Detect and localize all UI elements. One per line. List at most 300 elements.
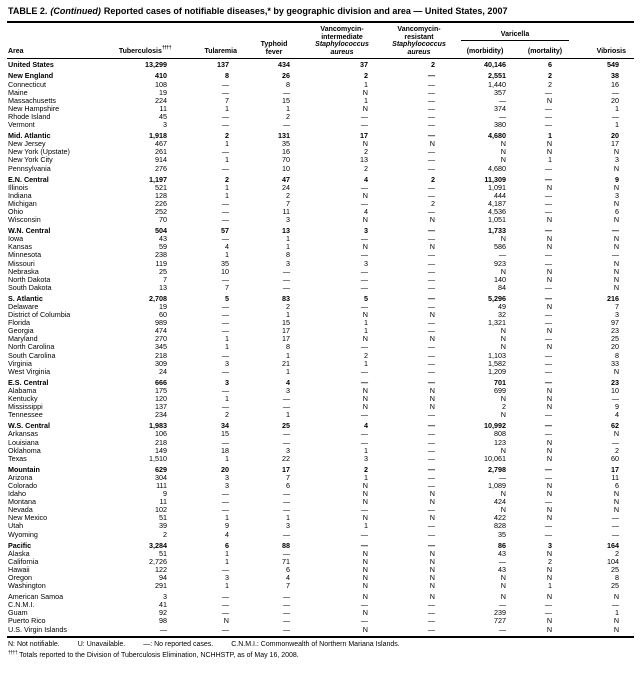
value-cell: 1 xyxy=(364,473,368,482)
value-cell: — xyxy=(427,421,435,431)
value-cell: 16 xyxy=(611,80,620,89)
value-cell: N xyxy=(429,582,435,591)
value-cell: 2 xyxy=(431,174,435,184)
value-cell: — xyxy=(221,148,229,157)
value-cell: — xyxy=(159,625,167,634)
value-cell: 2 xyxy=(364,148,368,157)
table-row xyxy=(7,514,634,522)
notifiable-diseases-table xyxy=(7,24,634,634)
value-cell: 467 xyxy=(155,140,167,149)
value-cell: — xyxy=(282,403,290,412)
value-cell: N xyxy=(429,386,435,395)
value-cell: 1,440 xyxy=(488,80,506,89)
value-cell: 17 xyxy=(282,464,290,474)
value-cell: N xyxy=(546,243,553,252)
value-cell: 35 xyxy=(282,140,290,149)
value-cell: 7 xyxy=(286,473,290,482)
footnote-dagger-text: Totals reported to the Division of Tuberculosis Elimination, NCHHSTP, as of May 16, 2008. xyxy=(19,651,299,659)
value-cell: 1 xyxy=(548,131,553,141)
area-cell: W.S. Central xyxy=(8,421,50,431)
value-cell: N xyxy=(500,148,506,157)
value-cell: N xyxy=(546,438,553,447)
value-cell: 276 xyxy=(155,164,167,173)
value-cell: N xyxy=(429,574,435,582)
value-cell: — xyxy=(544,226,553,236)
value-cell: 1 xyxy=(225,140,229,149)
value-cell: N xyxy=(613,367,620,376)
value-cell: 701 xyxy=(494,377,506,387)
value-cell: 37 xyxy=(360,60,368,70)
value-cell: 1 xyxy=(364,96,368,105)
value-cell: N xyxy=(362,592,368,602)
value-cell: — xyxy=(498,251,506,260)
value-cell: — xyxy=(427,464,435,474)
value-cell: 60 xyxy=(159,311,167,320)
value-cell: N xyxy=(546,574,553,582)
value-cell: — xyxy=(427,80,435,89)
value-cell: — xyxy=(611,438,620,447)
area-cell: Maine xyxy=(8,88,28,97)
value-cell: — xyxy=(360,235,368,244)
value-cell: — xyxy=(544,367,553,376)
value-cell: 25 xyxy=(611,565,620,574)
value-cell: 23 xyxy=(611,377,620,387)
value-cell: 1 xyxy=(615,609,620,618)
value-cell: 2,726 xyxy=(149,557,167,566)
value-cell: — xyxy=(611,530,620,539)
value-cell: — xyxy=(221,80,229,89)
value-cell: 5 xyxy=(364,293,368,303)
value-cell: N xyxy=(429,395,435,404)
value-cell: 1 xyxy=(225,557,229,566)
value-cell: — xyxy=(498,557,506,566)
table-row xyxy=(7,148,634,156)
value-cell: 4 xyxy=(225,243,229,252)
value-cell: 3 xyxy=(286,386,290,395)
value-cell: — xyxy=(544,498,553,507)
value-cell: 13 xyxy=(360,156,368,165)
footnote-abbreviations xyxy=(8,640,634,649)
table-row xyxy=(7,482,634,490)
value-cell: 808 xyxy=(494,430,506,439)
value-cell: 2 xyxy=(548,80,553,89)
area-cell: Colorado xyxy=(8,481,38,490)
value-cell: — xyxy=(544,88,553,97)
value-cell: — xyxy=(427,454,435,463)
value-cell: N xyxy=(429,592,435,602)
value-cell: N xyxy=(613,164,620,173)
value-cell: 140 xyxy=(494,275,506,284)
value-cell: 2 xyxy=(548,71,553,81)
col-header-varicella-morbidity: (morbidity) xyxy=(457,42,513,59)
table-row xyxy=(7,319,634,327)
value-cell: 261 xyxy=(155,148,167,157)
area-cell: Nebraska xyxy=(8,267,39,276)
value-cell: N xyxy=(613,199,620,208)
table-row xyxy=(7,97,634,105)
value-cell: — xyxy=(282,498,290,507)
area-cell: North Dakota xyxy=(8,275,51,284)
col-header-vancomycin-resistant xyxy=(381,24,457,59)
value-cell: N xyxy=(613,235,620,244)
value-cell: — xyxy=(427,183,435,192)
value-cell: — xyxy=(544,411,553,420)
table-row xyxy=(7,105,634,113)
table-row xyxy=(7,89,634,97)
value-cell: 2 xyxy=(431,199,435,208)
area-cell: Pacific xyxy=(8,540,32,550)
area-cell: New Hampshire xyxy=(8,104,60,113)
value-cell: N xyxy=(500,506,506,515)
value-cell: 32 xyxy=(498,311,506,320)
value-cell: N xyxy=(546,183,553,192)
value-cell: — xyxy=(427,275,435,284)
area-cell: Arkansas xyxy=(8,430,38,439)
value-cell: — xyxy=(221,490,229,499)
value-cell: 444 xyxy=(494,191,506,200)
area-cell: Delaware xyxy=(8,303,39,311)
area-cell: S. Atlantic xyxy=(8,293,43,303)
value-cell: 24 xyxy=(282,183,290,192)
value-cell: 43 xyxy=(498,549,506,558)
value-cell: 57 xyxy=(221,226,229,236)
value-cell: — xyxy=(427,191,435,200)
value-cell: 1 xyxy=(364,80,368,89)
value-cell: 40,146 xyxy=(484,60,506,70)
area-cell: Puerto Rico xyxy=(8,617,46,626)
value-cell: — xyxy=(544,464,553,474)
table-row xyxy=(7,368,634,376)
value-cell: 270 xyxy=(155,335,167,344)
value-cell: 3 xyxy=(286,522,290,531)
value-cell: 71 xyxy=(282,557,290,566)
value-cell: N xyxy=(500,395,506,404)
value-cell: — xyxy=(360,199,368,208)
value-cell: 2 xyxy=(286,191,290,200)
value-cell: N xyxy=(546,446,553,455)
value-cell: 17 xyxy=(282,327,290,336)
value-cell: — xyxy=(221,327,229,336)
area-cell: Iowa xyxy=(8,235,24,244)
table-row xyxy=(7,113,634,121)
value-cell: 2 xyxy=(225,411,229,420)
value-cell: 35 xyxy=(221,259,229,268)
table-row xyxy=(7,601,634,609)
varicella-group-label: Varicella xyxy=(461,31,569,42)
value-cell: — xyxy=(427,506,435,515)
area-cell: Alabama xyxy=(8,386,37,395)
value-cell: N xyxy=(362,498,368,507)
table-row xyxy=(7,129,634,140)
value-cell: 1 xyxy=(364,359,368,368)
value-cell: N xyxy=(429,490,435,499)
table-row xyxy=(7,192,634,200)
value-cell: N xyxy=(362,574,368,582)
area-cell: New Jersey xyxy=(8,140,46,149)
value-cell: 828 xyxy=(494,522,506,531)
value-cell: 7 xyxy=(163,275,167,284)
value-cell: 92 xyxy=(159,609,167,618)
value-cell: 1 xyxy=(225,514,229,523)
value-cell: 4 xyxy=(286,574,290,582)
table-row xyxy=(7,455,634,463)
value-cell: 6 xyxy=(286,565,290,574)
value-cell: — xyxy=(427,540,435,550)
value-cell: — xyxy=(427,377,435,387)
table-row xyxy=(7,430,634,438)
value-cell: — xyxy=(427,522,435,531)
area-cell: Rhode Island xyxy=(8,112,51,121)
table-title xyxy=(7,4,634,23)
table-row xyxy=(7,156,634,164)
table-row xyxy=(7,69,634,80)
value-cell: 3 xyxy=(615,156,620,165)
value-cell: — xyxy=(282,617,290,626)
value-cell: 137 xyxy=(155,403,167,412)
area-cell: Ohio xyxy=(8,207,24,216)
value-cell: 1 xyxy=(225,454,229,463)
value-cell: 2 xyxy=(225,174,229,184)
value-cell: N xyxy=(362,549,368,558)
value-cell: 15 xyxy=(282,96,290,105)
value-cell: 3 xyxy=(364,259,368,268)
value-cell: N xyxy=(546,514,553,523)
table-row xyxy=(7,224,634,235)
value-cell: N xyxy=(613,216,620,225)
value-cell: — xyxy=(544,283,553,292)
value-cell: 504 xyxy=(155,226,167,236)
value-cell: N xyxy=(546,303,553,311)
table-row xyxy=(7,311,634,319)
value-cell: 914 xyxy=(155,156,167,165)
value-cell: 6 xyxy=(225,540,229,550)
area-cell: Massachusetts xyxy=(8,96,56,105)
value-cell: 1 xyxy=(286,243,290,252)
value-cell: — xyxy=(544,191,553,200)
table-row xyxy=(7,531,634,539)
value-cell: 13 xyxy=(282,226,290,236)
value-cell: 1 xyxy=(225,191,229,200)
value-cell: — xyxy=(544,319,553,328)
value-cell: 699 xyxy=(494,386,506,395)
value-cell: 20 xyxy=(611,96,620,105)
value-cell: N xyxy=(613,275,620,284)
value-cell: — xyxy=(221,303,229,311)
value-cell: 8 xyxy=(615,351,620,360)
table-row xyxy=(7,59,634,70)
value-cell: 102 xyxy=(155,506,167,515)
value-cell: — xyxy=(427,235,435,244)
value-cell: 70 xyxy=(282,156,290,165)
table-row xyxy=(7,447,634,455)
value-cell: — xyxy=(282,88,290,97)
value-cell: — xyxy=(544,609,553,618)
value-cell: — xyxy=(611,88,620,97)
value-cell: 6 xyxy=(615,207,620,216)
table-row xyxy=(7,387,634,395)
value-cell: — xyxy=(544,104,553,113)
value-cell: N xyxy=(546,549,553,558)
value-cell: — xyxy=(360,183,368,192)
area-cell: Arizona xyxy=(8,473,33,482)
value-cell: — xyxy=(360,438,368,447)
value-cell: — xyxy=(611,522,620,531)
value-cell: 149 xyxy=(155,446,167,455)
typhoid-line-1: Typhoid xyxy=(260,41,288,49)
table-row xyxy=(7,268,634,276)
value-cell: 1 xyxy=(286,351,290,360)
value-cell: N xyxy=(500,156,506,165)
value-cell: — xyxy=(427,88,435,97)
value-cell: 3,284 xyxy=(149,540,167,550)
value-cell: 8 xyxy=(286,251,290,260)
value-cell: 18 xyxy=(221,446,229,455)
table-row xyxy=(7,260,634,268)
value-cell: — xyxy=(221,235,229,244)
value-cell: 84 xyxy=(498,283,506,292)
value-cell: — xyxy=(360,112,368,121)
value-cell: 5,296 xyxy=(488,293,506,303)
value-cell: 2 xyxy=(286,112,290,121)
footnote-cnmi: C.N.M.I.: Commonwealth of Northern Mariana Islands. xyxy=(231,640,400,648)
value-cell: 123 xyxy=(494,438,506,447)
value-cell: N xyxy=(429,565,435,574)
value-cell: — xyxy=(221,199,229,208)
value-cell: 218 xyxy=(155,351,167,360)
table-row xyxy=(7,208,634,216)
value-cell: 119 xyxy=(155,259,167,268)
vrsa-species-genus: Staphylococcus xyxy=(392,41,446,49)
value-cell: — xyxy=(427,104,435,113)
value-cell: 1 xyxy=(615,104,620,113)
col-header-tularemia: Tularemia xyxy=(181,24,245,59)
value-cell: — xyxy=(427,164,435,173)
value-cell: 4,680 xyxy=(488,131,506,141)
value-cell: 1 xyxy=(548,156,553,165)
value-cell: N xyxy=(429,243,435,252)
value-cell: 4 xyxy=(615,411,620,420)
value-cell: N xyxy=(362,88,368,97)
value-cell: 1,091 xyxy=(488,183,506,192)
value-cell: 15 xyxy=(282,319,290,328)
value-cell: 34 xyxy=(221,421,229,431)
value-cell: N xyxy=(362,386,368,395)
value-cell: — xyxy=(544,164,553,173)
value-cell: — xyxy=(544,473,553,482)
value-cell: N xyxy=(546,592,553,602)
value-cell: N xyxy=(546,625,553,634)
value-cell: — xyxy=(282,121,290,130)
value-cell: N xyxy=(362,403,368,412)
col-header-vibriosis: Vibriosis xyxy=(577,24,634,59)
value-cell: 10 xyxy=(611,386,620,395)
table-row xyxy=(7,121,634,129)
value-cell: N xyxy=(613,148,620,157)
value-cell: 2,708 xyxy=(149,293,167,303)
value-cell: N xyxy=(546,275,553,284)
value-cell: N xyxy=(613,283,620,292)
value-cell: 83 xyxy=(282,293,290,303)
table-row xyxy=(7,81,634,89)
table-row xyxy=(7,439,634,447)
col-header-vancomycin-intermediate xyxy=(303,24,381,59)
table-row xyxy=(7,498,634,506)
area-cell: Alaska xyxy=(8,549,30,558)
area-cell: South Dakota xyxy=(8,283,52,292)
value-cell: 128 xyxy=(155,191,167,200)
value-cell: — xyxy=(611,251,620,260)
value-cell: — xyxy=(360,506,368,515)
value-cell: 1,733 xyxy=(488,226,506,236)
value-cell: 1 xyxy=(364,319,368,328)
value-cell: — xyxy=(360,617,368,626)
value-cell: 3 xyxy=(225,359,229,368)
vim-line-2: intermediate xyxy=(321,33,363,41)
table-row xyxy=(7,276,634,284)
area-cell: Wyoming xyxy=(8,530,38,539)
value-cell: N xyxy=(546,216,553,225)
value-cell: N xyxy=(429,557,435,566)
area-cell: Oregon xyxy=(8,574,32,582)
value-cell: — xyxy=(282,395,290,404)
value-cell: 586 xyxy=(494,243,506,252)
value-cell: 22 xyxy=(282,454,290,463)
value-cell: N xyxy=(362,335,368,344)
value-cell: 4 xyxy=(286,377,290,387)
value-cell: — xyxy=(544,530,553,539)
table-row xyxy=(7,626,634,634)
value-cell: 4 xyxy=(364,207,368,216)
value-cell: 59 xyxy=(159,243,167,252)
value-cell: 1 xyxy=(225,104,229,113)
value-cell: — xyxy=(544,377,553,387)
value-cell: N xyxy=(546,490,553,499)
value-cell: 434 xyxy=(278,60,290,70)
value-cell: — xyxy=(221,311,229,320)
value-cell: 374 xyxy=(494,104,506,113)
value-cell: — xyxy=(427,121,435,130)
value-cell: 49 xyxy=(498,303,506,311)
value-cell: N xyxy=(500,592,506,602)
value-cell: — xyxy=(360,283,368,292)
area-cell: Virginia xyxy=(8,359,32,368)
value-cell: N xyxy=(429,216,435,225)
value-cell: 291 xyxy=(155,582,167,591)
value-cell: N xyxy=(500,327,506,336)
value-cell: N xyxy=(613,498,620,507)
value-cell: 106 xyxy=(155,430,167,439)
area-cell: Kansas xyxy=(8,243,32,252)
value-cell: 727 xyxy=(494,617,506,626)
value-cell: N xyxy=(500,343,506,352)
area-cell: U.S. Virgin Islands xyxy=(8,625,67,634)
table-row xyxy=(7,165,634,173)
value-cell: 3 xyxy=(163,592,167,602)
value-cell: 1 xyxy=(225,335,229,344)
value-cell: 424 xyxy=(494,498,506,507)
value-cell: 10 xyxy=(221,267,229,276)
area-cell: Louisiana xyxy=(8,438,39,447)
value-cell: N xyxy=(546,267,553,276)
value-cell: — xyxy=(544,311,553,320)
vrsa-line-2: resistant xyxy=(404,33,434,41)
value-cell: — xyxy=(427,625,435,634)
value-cell: 345 xyxy=(155,343,167,352)
value-cell: — xyxy=(221,164,229,173)
value-cell: 47 xyxy=(282,174,290,184)
value-cell: N xyxy=(429,403,435,412)
area-cell: American Samoa xyxy=(8,592,64,602)
